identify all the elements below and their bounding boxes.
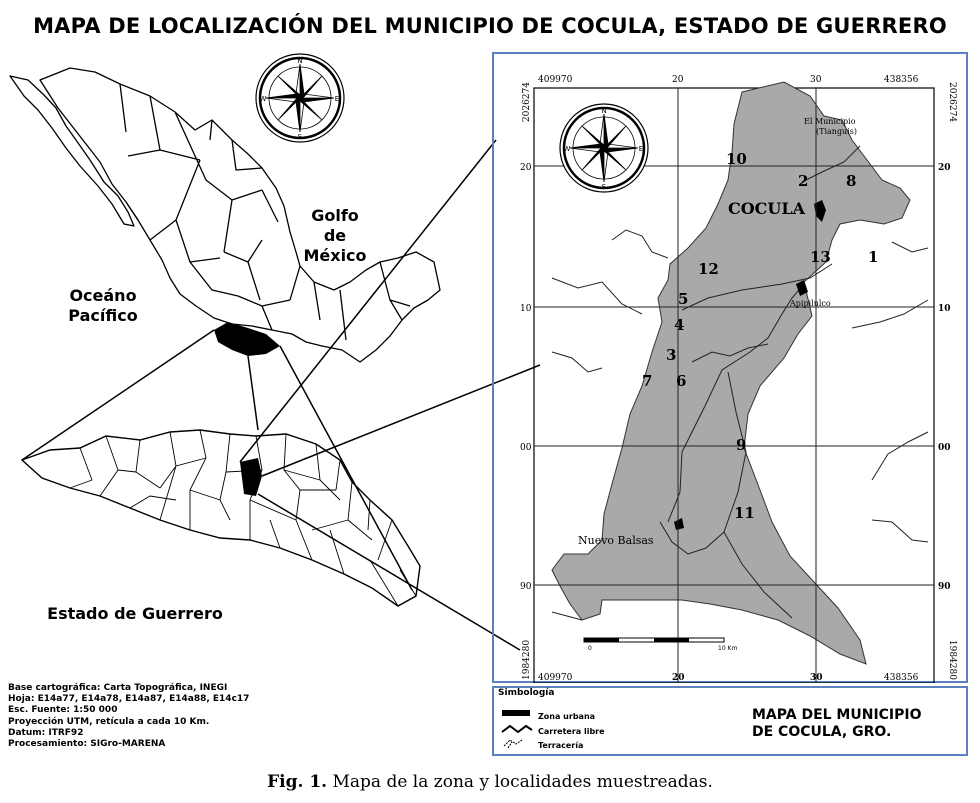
grid-top-30: 30 <box>810 75 822 85</box>
legend-item-urban: Zona urbana <box>538 712 596 721</box>
scale-start: 0 <box>588 645 592 652</box>
legend-title: Simbología <box>498 688 555 698</box>
grid-bottom-20: 20 <box>672 673 685 683</box>
grid-bottom-30: 30 <box>810 673 823 683</box>
locality-8: 8 <box>846 172 857 190</box>
locality-6: 6 <box>676 372 687 390</box>
compass-rose-inset <box>560 104 648 192</box>
locality-7: 7 <box>642 372 653 390</box>
coord-bottom-left: 409970 <box>538 673 573 683</box>
grid-right-90: 90 <box>938 582 951 592</box>
locality-2: 2 <box>798 172 809 190</box>
town-nuevo-balsas: Nuevo Balsas <box>578 534 654 547</box>
grid-left-90: 90 <box>520 582 532 592</box>
figure-caption <box>0 772 980 792</box>
guerrero-state-label: Estado de Guerrero <box>47 604 223 623</box>
city-cocula: COCULA <box>728 199 806 218</box>
coord-right-top: 2026274 <box>947 82 957 123</box>
compass-s: S <box>297 133 303 141</box>
map-title: MAPA DE LOCALIZACIÓN DEL MUNICIPIO DE COCULA, ESTADO DE GUERRERO <box>33 14 947 38</box>
legend-symbols <box>500 702 540 750</box>
town-el-municipio: El Municipio <box>804 117 856 126</box>
grid-right-00: 00 <box>938 443 951 453</box>
urban-zone-symbol <box>502 710 530 716</box>
locality-1: 1 <box>868 248 879 266</box>
coord-bottom-right: 438356 <box>884 673 919 683</box>
locality-3: 3 <box>666 346 677 364</box>
locality-10: 10 <box>726 150 747 168</box>
dirt-road-symbol <box>504 740 522 748</box>
grid-left-10: 10 <box>520 304 532 314</box>
legend-item-dirt-road: Terracería <box>538 741 584 750</box>
caption-label: Fig. 1. <box>267 772 328 792</box>
coord-top-left: 409970 <box>538 75 573 85</box>
locality-5: 5 <box>678 290 689 308</box>
locality-4: 4 <box>674 316 685 334</box>
legend-item-road: Carretera libre <box>538 727 605 736</box>
caption-text: Mapa de la zona y localidades muestreadas. <box>327 772 713 792</box>
grid-right-10: 10 <box>938 304 951 314</box>
locality-12: 12 <box>698 260 719 278</box>
coord-left-top: 2026274 <box>522 82 532 123</box>
scale-bar <box>584 638 724 642</box>
compass-w: W <box>259 95 267 103</box>
compass-e: E <box>334 95 340 103</box>
coord-top-right: 438356 <box>884 75 919 85</box>
coord-right-bottom: 1984280 <box>947 639 957 680</box>
inset-compass-e: E <box>638 145 644 153</box>
compass-n: N <box>297 57 303 65</box>
grid-left-20: 20 <box>520 163 532 173</box>
source-notes: Base cartográfica: Carta Topográfica, INEGI Hoja: E14a77, E14a78, E14a87, E14a88, E14c17 Esc. Fuente: 1:50 000 Proyección UTM, retícula a cada 10 Km. Datum: ITRF92 Procesamiento: SIGro-MARENA <box>8 683 250 750</box>
inset-compass-w: W <box>563 145 571 153</box>
inset-compass-s: S <box>601 183 607 191</box>
locality-9: 9 <box>736 436 747 454</box>
inset-compass-n: N <box>601 107 607 115</box>
paved-road-symbol <box>502 726 532 732</box>
locality-11: 11 <box>734 504 755 522</box>
gulf-of-mexico-label: Golfo de México <box>303 206 367 265</box>
town-tianguis: (Tianguis) <box>816 127 857 136</box>
grid-top-20: 20 <box>672 75 684 85</box>
town-apipilulco: Apipilulco <box>790 299 831 308</box>
grid-right-20: 20 <box>938 163 951 173</box>
coord-left-bottom: 1984280 <box>522 639 532 680</box>
locality-13: 13 <box>810 248 831 266</box>
inset-map-title: MAPA DEL MUNICIPIO DE COCULA, GRO. <box>752 707 922 740</box>
scale-end: 10 Km <box>718 645 738 652</box>
grid-left-00: 00 <box>520 443 532 453</box>
pacific-ocean-label: Oceáno Pacífico <box>68 286 138 325</box>
inset-map <box>492 52 968 683</box>
